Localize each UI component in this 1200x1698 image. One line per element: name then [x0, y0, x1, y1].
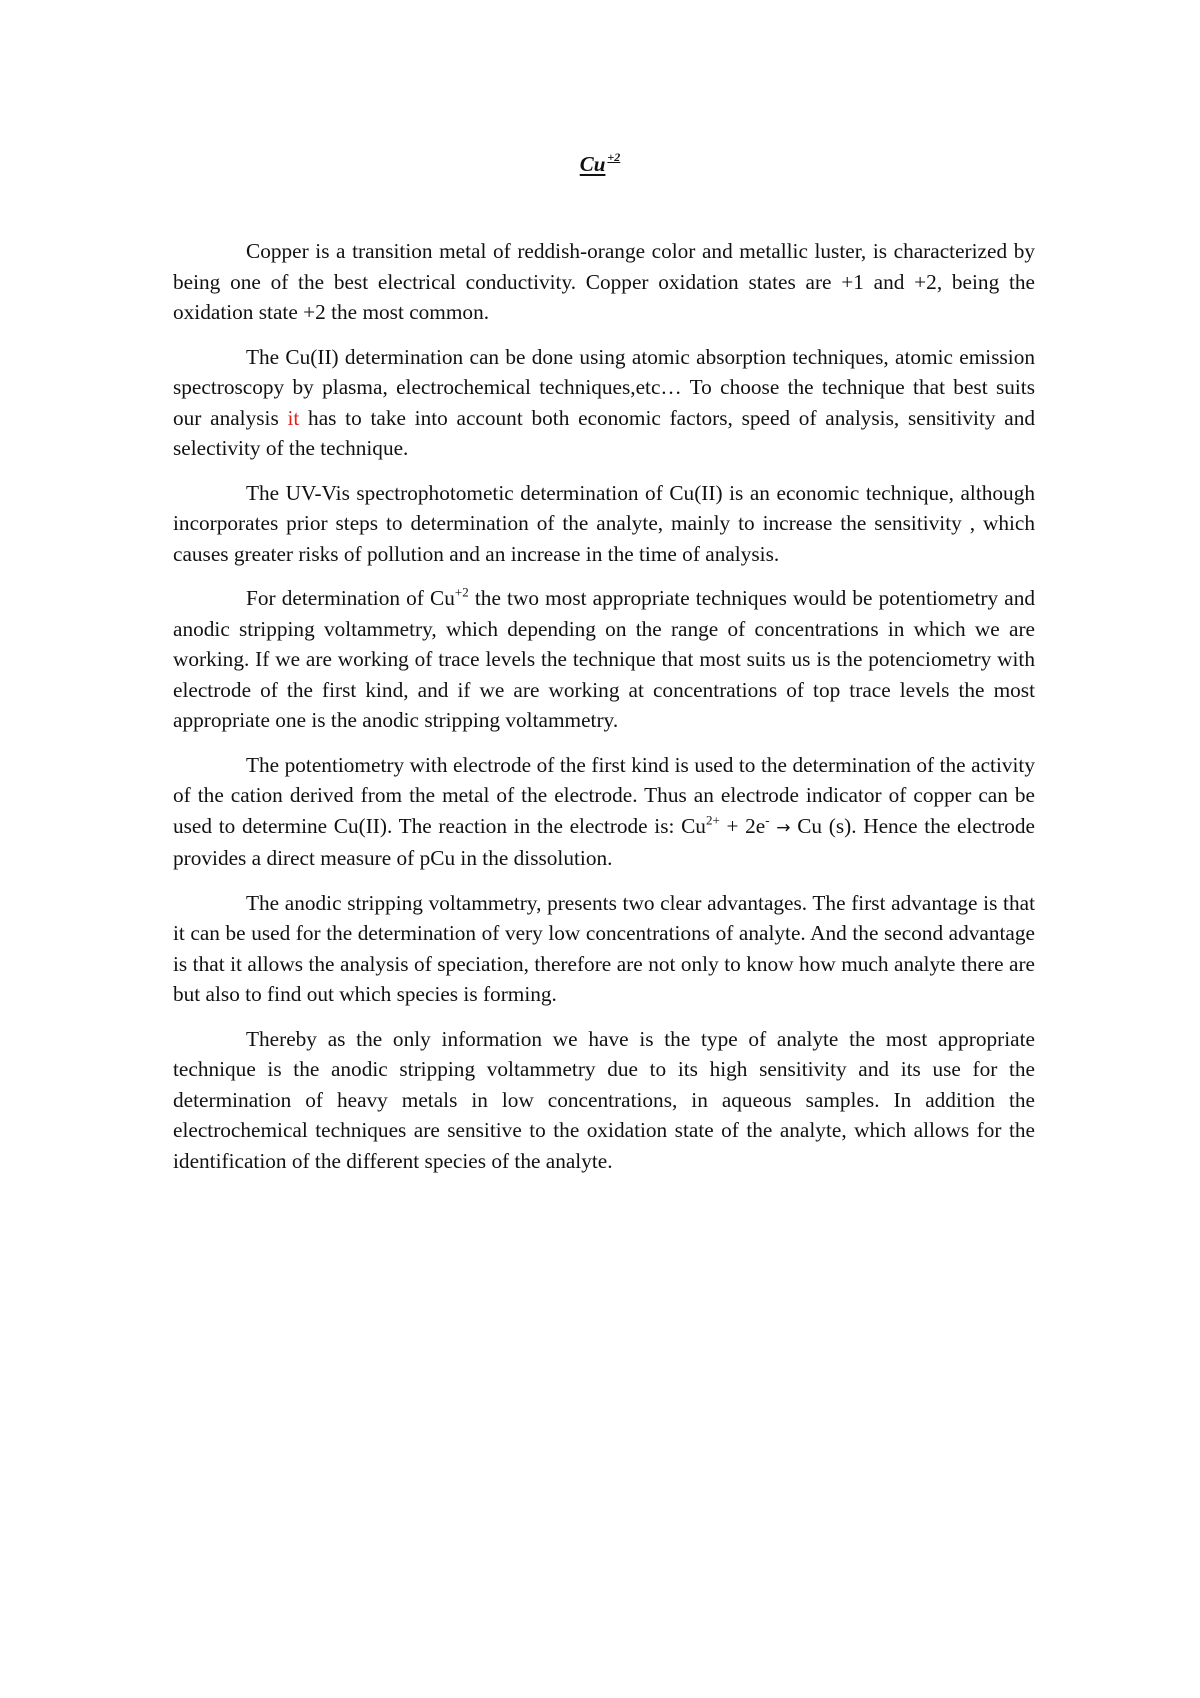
- paragraph-conclusion: Thereby as the only information we have is the type of analyte the most appropriate technique is the anodic stripping voltammetry due to its high sensitivity and its use for the determination of heavy metals in low concentrations, in aqueous samples. In addition the electrochemical techniques are sensitive to the oxidation state of the analyte, which allows for the identification of the different species of the analyte.: [173, 1026, 1035, 1173]
- paragraph-potentiometry: [173, 750, 1035, 874]
- reaction-arrow-icon: →: [776, 817, 791, 838]
- paragraph-technique-choice: [173, 583, 1035, 736]
- ion-charge-superscript: 2+: [705, 812, 720, 828]
- paragraph-determination-methods: [173, 342, 1035, 464]
- page-title: [0, 144, 1200, 179]
- paragraph-text: For determination of Cu: [246, 586, 455, 610]
- paragraph-text: the two most appropriate techniques would be potentiometry and anodic stripping voltammetry, which depending on the range of concentrations in which we are working. If we are working of trace levels the technique that most suits us is the potenciometry with electrode of the first kind, and if we are working at concentrations of top trace levels the most appropriate one is the anodic stripping voltammetry.: [173, 586, 1035, 732]
- paragraph-copper-intro: Copper is a transition metal of reddish-orange color and metallic luster, is characterized by being one of the best electrical conductivity. Copper oxidation states are +1 and +2, being the oxidation state +2 the most common.: [173, 239, 1035, 324]
- title-text: Cu: [579, 152, 606, 176]
- paragraph-stripping-advantages: The anodic stripping voltammetry, presents two clear advantages. The first advantage is that it can be used for the determination of very low concentrations of analyte. And the second advantage is that it allows the analysis of speciation, therefore are not only to know how much analyte there are but also to find out which species is forming.: [173, 890, 1035, 1006]
- charge-superscript: +2: [454, 584, 469, 600]
- highlighted-word: it: [287, 405, 300, 430]
- document-body: [173, 236, 1035, 1190]
- paragraph-text: The Cu(II) determination can be done using atomic absorption techniques, atomic emission spectroscopy by plasma, electrochemical techniques,etc… To choose the technique that best suits our analysis: [173, 344, 1035, 430]
- electron-charge-superscript: -: [765, 812, 770, 828]
- paragraph-text: + 2e: [719, 813, 766, 838]
- paragraph-text: The potentiometry with electrode of the first kind is used to the determination of the activity of the cation derived from the metal of the electrode. Thus an electrode indicator of copper can be used to determine Cu(II). The reaction in the electrode is: Cu: [173, 752, 1035, 838]
- paragraph-text: has to take into account both economic factors, speed of analysis, sensitivity and selectivity of the technique.: [173, 405, 1035, 460]
- title-superscript: +2: [607, 150, 621, 164]
- paragraph-uv-vis: The UV-Vis spectrophotometic determination of Cu(II) is an economic technique, although incorporates prior steps to determination of the analyte, mainly to increase the sensitivity , which causes greater risks of pollution and an increase in the time of analysis.: [173, 480, 1035, 566]
- paragraph-text: Cu (s). Hence the electrode provides a direct measure of pCu in the dissolution.: [173, 813, 1036, 870]
